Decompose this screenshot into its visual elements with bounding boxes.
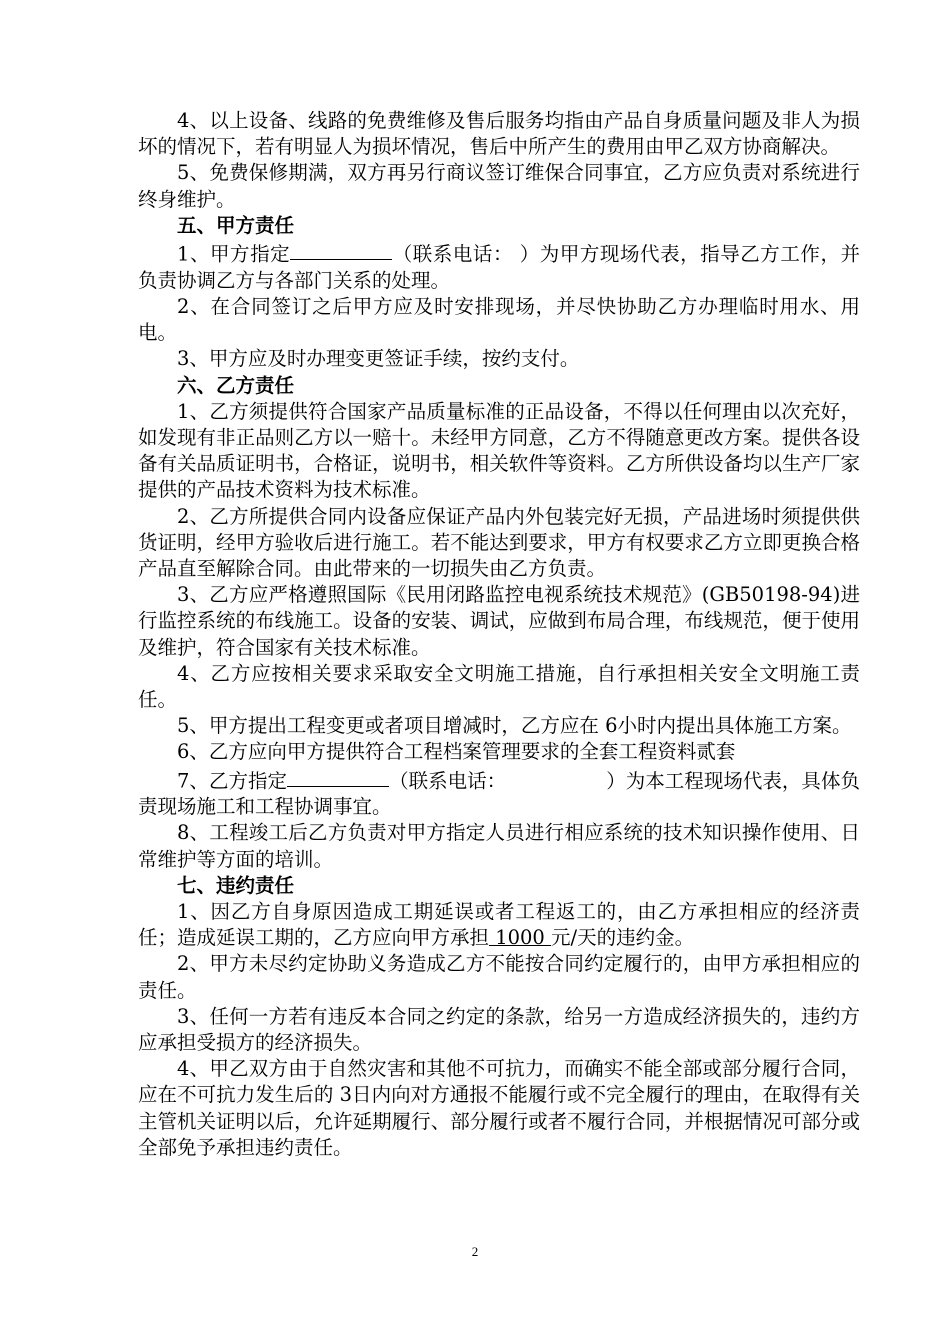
clause-6-2: 2、乙方所提供合同内设备应保证产品内外包装完好无损，产品进场时须提供供货证明，经甲方验收后进行施工。若不能达到要求，甲方有权要求乙方立即更换合格产品直至解除合同。由此带来的一切损失由乙方负责。: [138, 504, 860, 580]
clause-5-1-rest: （联系电话： ）为甲方现场代表，指导乙方工作，并负责协调乙方与各部门关系的处理。: [138, 242, 860, 292]
clause-7-3: 3、任何一方若有违反本合同之约定的条款，给另一方造成经济损失的，违约方应承担受损方的经济损失。: [138, 1004, 860, 1055]
contractor-representative-blank: [287, 766, 389, 787]
representative-blank: [290, 239, 392, 260]
section-heading-7: 七、违约责任: [177, 873, 295, 897]
clause-7-4: 4、甲乙双方由于自然灾害和其他不可抗力，而确实不能全部或部分履行合同，应在不可抗力发生后的 3日内向对方通报不能履行或不完全履行的理由，在取得有关主管机关证明以后，允许延期履行、部分履行或者不履行合同，并根据情况可部分或全部免予承担违约责任。: [138, 1057, 860, 1159]
clause-5-3: 3、甲方应及时办理变更签证手续，按约支付。: [177, 347, 580, 371]
clause-6-7-phone: （联系电话：: [389, 769, 507, 793]
clause-7-1-rest: 元/天的违约金。: [551, 926, 695, 950]
clause-5-1-lead: 1、甲方指定: [177, 242, 291, 266]
clause-5-1: [138, 239, 860, 294]
penalty-amount: 1000: [489, 926, 552, 950]
clause-4-5: 5、免费保修期满，双方再另行商议签订维保合同事宜，乙方应负责对系统进行终身维护。: [138, 161, 860, 211]
clause-7-2: 2、甲方未尽约定协助义务造成乙方不能按合同约定履行的，由甲方承担相应的责任。: [138, 952, 860, 1002]
clause-6-7-rest: ）为本工程现场代表，具体负责现场施工和工程协调事宜。: [138, 769, 860, 819]
clause-5-2: 2、在合同签订之后甲方应及时安排现场，并尽快协助乙方办理临时用水、用电。: [138, 294, 860, 345]
clause-6-7-lead: 7、乙方指定: [177, 769, 288, 793]
clause-6-7: [138, 766, 860, 821]
clause-6-8: 8、工程竣工后乙方负责对甲方指定人员进行相应系统的技术知识操作使用、日常维护等方面的培训。: [138, 821, 860, 871]
clause-7-1-lead: 1、因乙方自身原因造成工期延误或者工程返工的，由乙方承担相应的经济责任；造成延误工期的，乙方应向甲方承担: [138, 900, 860, 950]
clause-7-1: [138, 899, 860, 951]
document-body: [138, 108, 860, 1161]
clause-6-5: 5、甲方提出工程变更或者项目增减时，乙方应在 6小时内提出具体施工方案。: [177, 714, 852, 738]
clause-6-1: 1、乙方须提供符合国家产品质量标准的正品设备，不得以任何理由以次充好，如发现有非正品则乙方以一赔十。未经甲方同意，乙方不得随意更改方案。提供各设备有关品质证明书，合格证，说明书，相关软件等资料。乙方所供设备均以生产厂家提供的产品技术资料为技术标准。: [138, 399, 860, 502]
clause-6-3: 3、乙方应严格遵照国际《民用闭路监控电视系统技术规范》(GB50198-94)进行监控系统的布线施工。设备的安装、调试，应做到布局合理，布线规范，便于使用及维护，符合国家有关技术标准。: [138, 583, 860, 659]
section-heading-5: 五、甲方责任: [177, 213, 295, 237]
clause-4-4: 4、以上设备、线路的免费维修及售后服务均指由产品自身质量问题及非人为损坏的情况下，若有明显人为损坏情况，售后中所产生的费用由甲乙双方协商解决。: [138, 109, 860, 159]
clause-6-6: 6、乙方应向甲方提供符合工程档案管理要求的全套工程资料贰套: [177, 740, 736, 764]
page-number: 2: [471, 1244, 479, 1259]
section-heading-6: 六、乙方责任: [177, 373, 295, 397]
clause-6-4: 4、乙方应按相关要求采取安全文明施工措施，自行承担相关安全文明施工责任。: [138, 661, 860, 711]
